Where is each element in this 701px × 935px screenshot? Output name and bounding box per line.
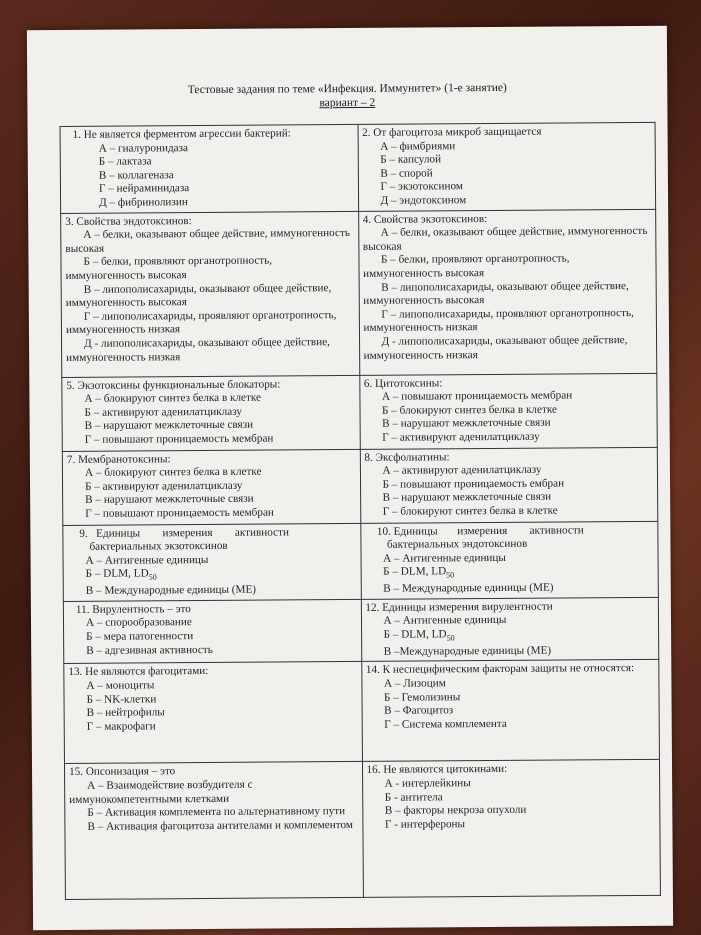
option: Б – NK-клетки [86, 692, 157, 706]
option: Д – эндотоксином [380, 194, 467, 207]
subscript: 50 [446, 570, 455, 580]
question-1 [60, 124, 358, 213]
paper-sheet [27, 26, 673, 930]
question-6 [359, 373, 657, 449]
option: В – нарушают межклеточные связи [84, 419, 254, 433]
question-text: 15. Опсонизация – это [69, 765, 176, 779]
question-11 [63, 599, 361, 664]
question-9 [63, 523, 361, 601]
question-5 [62, 375, 360, 451]
question-text: 8. Эксфолиатины: [364, 450, 450, 464]
question-text-cont: бактериальных экзотоксинов [89, 540, 228, 553]
question-text: 3. Свойства эндотоксинов: [65, 214, 192, 228]
option: Г – повышают проницаемость мембран [85, 506, 274, 520]
question-4 [358, 209, 657, 375]
option: А – активируют аденилатциклазу [382, 463, 542, 477]
option: Б - антитела [384, 790, 443, 804]
option: Г – липополисахариды, проявляют органотропность, иммуногенность низкая [363, 306, 634, 335]
question-text: 11. Вирулентность – это [75, 602, 191, 616]
option: Б – Активация комплемента по альтернативному пути [87, 805, 346, 819]
option [365, 564, 654, 583]
option: В – спорой [380, 167, 433, 180]
option: В – липополисахариды, оказывают общее действие, иммуногенность высокая [65, 281, 332, 310]
option: Б – блокируют синтез белка в клетке [381, 403, 557, 417]
option: Б – активируют аденилатциклазу [84, 405, 243, 419]
option: Г – повышают проницаемость мембран [84, 432, 274, 446]
option: Д - липополисахариды, оказывают общее действие, иммуногенность низкая [66, 336, 330, 364]
option: А – моноциты [86, 679, 155, 692]
question-16 [362, 760, 660, 898]
option: А – Лизоцим [383, 677, 446, 690]
question-text-cont: бактериальных эндотоксинов [386, 537, 528, 551]
option: В – липополисахариды, оказывают общее действие, иммуногенность высокая [363, 279, 629, 308]
option: Б – белки, проявляют органотропность, иммуногенность высокая [363, 252, 570, 280]
option: В – нейтрофилы [86, 706, 165, 720]
question-14 [361, 660, 659, 762]
option: А – фимбриями [380, 139, 456, 153]
document-title: Тестовые задания по теме «Инфекция. Иммунитет» (1-е занятие) [187, 81, 507, 97]
option: Г – блокируют синтез белка в клетке [382, 504, 558, 518]
question-10 [360, 521, 658, 599]
option: В – нарушают межклеточные связи [85, 493, 254, 507]
option: Г – макрофаги [86, 720, 156, 733]
option: Б – Гемолизины [383, 690, 461, 704]
option: Б – активируют аденилатциклазу [85, 479, 243, 493]
question-text: 9. Единицы измерения активности [79, 525, 290, 540]
option: В – Международные единицы (МЕ) [383, 581, 554, 595]
option [366, 627, 655, 646]
question-7 [62, 449, 360, 525]
option: А – блокируют синтез белка в клетке [84, 465, 262, 480]
question-text: 7. Мембранотоксины: [66, 452, 171, 466]
option: Б – повышают проницаемость ембран [382, 477, 565, 491]
questions-table [60, 122, 661, 901]
question-13 [64, 662, 362, 764]
document-header [27, 80, 667, 112]
option: В – адгезивная активность [86, 643, 213, 657]
option: А - интерлейкины [384, 777, 471, 790]
option: А – белки, оказывают общее действие, иммуногенность высокая [65, 227, 350, 255]
option: В –Международные единицы (МЕ) [383, 644, 552, 658]
option: Б – лактаза [98, 155, 152, 168]
option: А – Антигенные единицы [85, 553, 209, 567]
subscript: 50 [148, 572, 157, 582]
option: Г - интерфероны [384, 817, 466, 831]
option: Б – капсулой [380, 153, 442, 166]
question-text: 12. Единицы измерения вирулентности [365, 600, 553, 614]
question-text: 13. Не являются фагоцитами: [68, 665, 209, 679]
option: А – блокируют синтез белка в клетке [84, 391, 262, 406]
question-text: 16. Не являются цитокинами: [366, 763, 508, 777]
option: Д - липополисахариды, оказывают общее действие, иммуногенность низкая [363, 333, 628, 362]
option: А – повышают проницаемость мембран [381, 389, 573, 403]
option: В – нарушают межклеточные связи [382, 416, 551, 431]
option: А – спорообразование [85, 616, 192, 630]
option: В – нарушают межклеточные связи [382, 490, 552, 505]
option: В – факторы некроза опухоли [384, 803, 527, 817]
option: А – Антигенные единицы [383, 551, 506, 565]
question-text: 5. Экзотоксины функциональные блокаторы: [66, 378, 281, 392]
question-text: 6. Цитотоксины: [363, 376, 443, 390]
option: Г – активируют аденилатциклазу [382, 430, 540, 444]
option: Б – белки, проявляют органотропность, иммуногенность высокая [65, 254, 273, 282]
question-3 [61, 211, 360, 377]
question-text: 2. От фагоцитоза микроб защищается [362, 125, 542, 139]
question-text: 4. Свойства экзотоксинов: [362, 212, 488, 226]
question-text: 10. Единицы измерения активности [376, 523, 584, 538]
option: Д – фибринолизин [99, 196, 188, 209]
option: В – Фагоцитоз [384, 704, 454, 717]
option: Г – липополисахариды, проявляют органотропность, иммуногенность низкая [65, 308, 337, 337]
option: В – Активация фагоцитоза антителами и комплементом [87, 818, 353, 833]
question-8 [360, 447, 658, 523]
option: Г – Система комплемента [384, 717, 507, 731]
option: Г – нейраминидаза [98, 182, 190, 196]
question-15 [64, 762, 362, 900]
option: А – белки, оказывают общее действие, иммуногенность высокая [362, 225, 648, 253]
option: Б – мера патогенности [86, 630, 194, 643]
question-2 [358, 122, 656, 211]
question-text: 14. К неспецифическим факторам защиты не относятся: [365, 662, 635, 677]
option: В – коллагеназа [98, 169, 174, 182]
option: В – Международные единицы (МЕ) [85, 583, 257, 598]
option: А – Антигенные единицы [383, 614, 507, 628]
subscript: 50 [446, 633, 455, 643]
option: Г – экзотоксином [380, 180, 463, 194]
question-12 [361, 597, 659, 662]
option: А – Взаимодействие возбудителя с иммунокомпетентными клетками [69, 778, 253, 806]
option-text: Б – DLM, LD [383, 565, 447, 579]
option-text: Б – DLM, LD [383, 628, 447, 641]
option: А – гиалуронидаза [98, 141, 189, 155]
option [68, 566, 357, 585]
option-text: Б – DLM, LD [85, 567, 149, 581]
variant-label: вариант – 2 [319, 96, 376, 110]
question-text: 1. Не является ферментом агрессии бактерий: [72, 127, 291, 141]
